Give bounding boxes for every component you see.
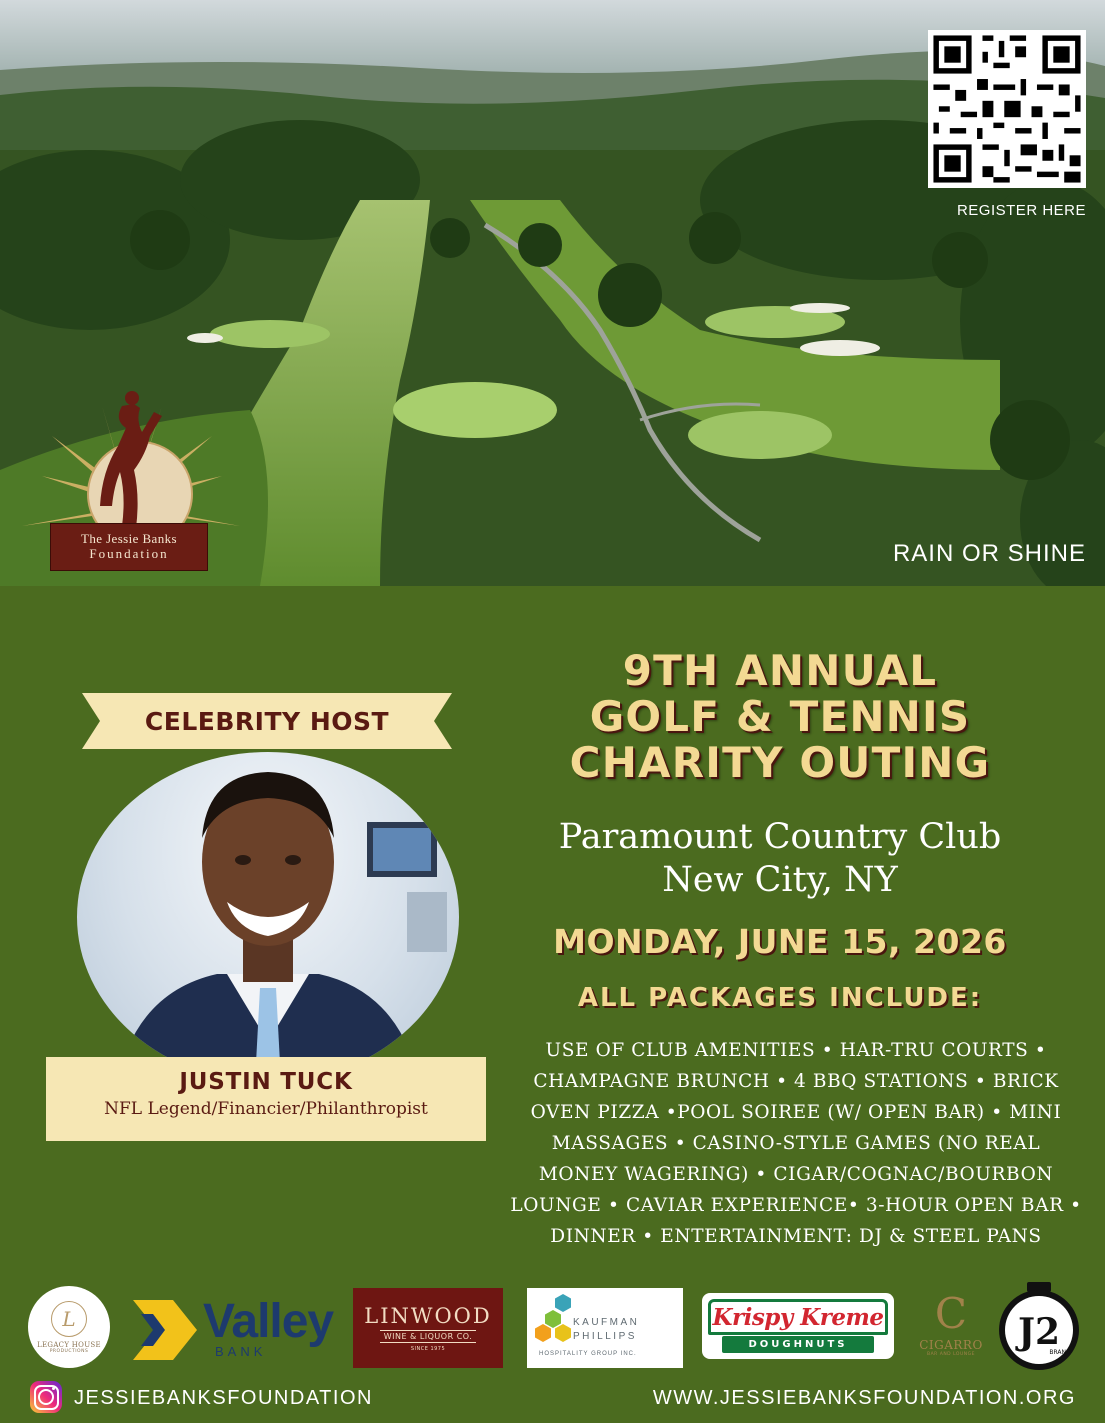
linwood-since: SINCE 1975	[410, 1346, 446, 1352]
valley-name: Valley	[203, 1295, 334, 1348]
linwood-sub: WINE & LIQUOR CO.	[380, 1330, 477, 1343]
host-name: JUSTIN TUCK	[179, 1069, 353, 1095]
foundation-logo-plaque	[50, 523, 208, 571]
host-name-card	[46, 1057, 486, 1141]
host-role: NFL Legend/Financier/Philanthropist	[104, 1099, 428, 1119]
valley-sub: BANK	[215, 1344, 267, 1359]
amenities-line: CHAMPAGNE BRUNCH • 4 BBQ STATIONS • BRICK	[533, 1071, 1059, 1092]
krispy-sub: DOUGHNUTS	[722, 1336, 874, 1353]
website-link[interactable]: WWW.JESSIEBANKSFOUNDATION.ORG	[652, 1387, 1076, 1409]
sponsor-legacy-house-logo	[28, 1286, 110, 1368]
legacy-monogram-icon: L	[51, 1301, 87, 1337]
legacy-sub: PRODUCTIONS	[49, 1348, 89, 1354]
sponsor-cigarro-logo	[912, 1290, 990, 1368]
venue-name: Paramount Country Club	[558, 817, 1002, 857]
qr-code-icon	[928, 30, 1086, 188]
sponsor-j2-brand-logo	[994, 1280, 1084, 1372]
j2-sub: BRAND	[1049, 1349, 1071, 1356]
valley-chevron-icon	[133, 1300, 199, 1360]
krispy-name: Krispy Kreme	[708, 1299, 888, 1335]
register-here-label: REGISTER HERE	[956, 202, 1086, 219]
event-date: MONDAY, JUNE 15, 2026	[553, 922, 1007, 961]
event-title-line1: 9TH ANNUAL	[622, 646, 938, 695]
cigarro-mark-icon: C	[934, 1289, 968, 1338]
amenities-line: MASSAGES • CASINO-STYLE GAMES (NO REAL	[551, 1133, 1041, 1154]
event-title-line2: GOLF & TENNIS	[589, 692, 971, 741]
instagram-icon[interactable]	[30, 1381, 62, 1413]
linwood-name: LINWOOD	[364, 1304, 492, 1328]
amenities-line: LOUNGE • CAVIAR EXPERIENCE• 3-HOUR OPEN BAR •	[510, 1195, 1082, 1216]
cigarro-sub: BAR AND LOUNGE	[927, 1352, 975, 1357]
sponsor-kaufman-phillips-logo	[527, 1288, 683, 1368]
foundation-logo-line2: Foundation	[89, 546, 169, 561]
cigarro-name: CIGARRO	[919, 1338, 983, 1352]
kaufman-line1: KAUFMAN	[573, 1317, 640, 1328]
j2-badge-icon	[994, 1280, 1084, 1372]
event-title-line3: CHARITY OUTING	[569, 738, 991, 787]
j2-name: J2	[1017, 1311, 1061, 1353]
sponsor-krispy-kreme-logo	[702, 1293, 894, 1359]
sponsor-valley-bank-logo	[133, 1294, 333, 1362]
kaufman-line3: HOSPITALITY GROUP INC.	[539, 1351, 637, 1357]
rain-or-shine-label: RAIN OR SHINE	[892, 540, 1086, 567]
packages-heading: ALL PACKAGES INCLUDE:	[577, 983, 983, 1013]
celebrity-host-banner	[82, 693, 452, 749]
amenities-line: USE OF CLUB AMENITIES • HAR-TRU COURTS •	[545, 1040, 1047, 1061]
sponsor-linwood-logo	[353, 1288, 503, 1368]
amenities-line: OVEN PIZZA •POOL SOIREE (W/ OPEN BAR) • MINI	[530, 1102, 1062, 1123]
hexagon-cluster-icon	[533, 1292, 577, 1348]
celebrity-host-label: CELEBRITY HOST	[144, 706, 390, 736]
instagram-handle[interactable]: JESSIEBANKSFOUNDATION	[74, 1387, 373, 1409]
kaufman-line2: PHILLIPS	[573, 1331, 637, 1342]
qr-code-register[interactable]	[928, 30, 1086, 188]
venue-location: New City, NY	[662, 860, 898, 900]
host-portrait-photo	[77, 752, 459, 1082]
person-portrait-icon	[77, 752, 459, 1082]
foundation-logo-line1: The Jessie Banks	[81, 531, 177, 547]
amenities-line: DINNER • ENTERTAINMENT: DJ & STEEL PANS	[550, 1226, 1042, 1247]
legacy-name: LEGACY HOUSE	[37, 1340, 101, 1349]
amenities-line: MONEY WAGERING) • CIGAR/COGNAC/BOURBON	[538, 1164, 1054, 1185]
